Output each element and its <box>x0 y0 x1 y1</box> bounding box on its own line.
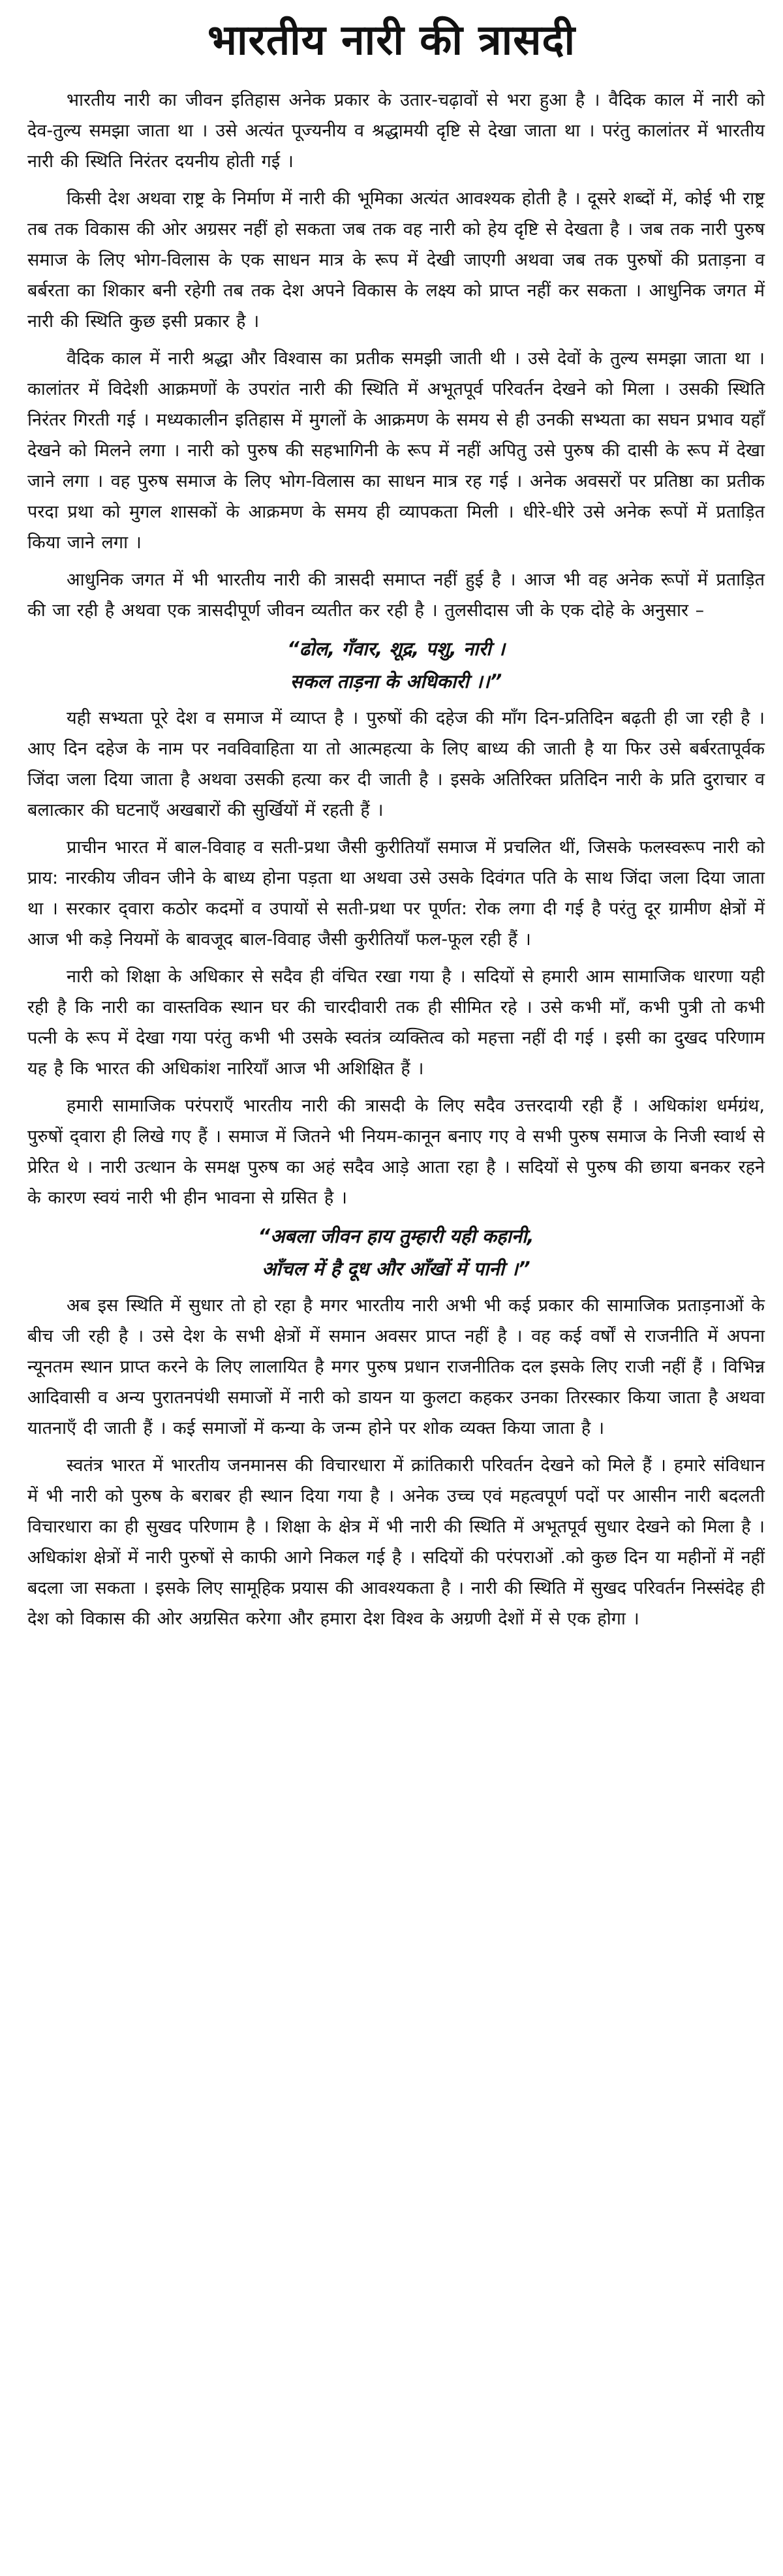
poem-quote <box>27 1220 765 1285</box>
paragraph: वैदिक काल में नारी श्रद्धा और विश्वास का प्रतीक समझी जाती थी । उसे देवों के तुल्य समझा जाता था । कालांतर में विदेशी आक्रमणों के उपरांत नारी की स्थिति में अभूतपूर्व परिवर्तन देखने को मिला । उसकी स्थिति निरंतर गिरती गई । मध्यकालीन इतिहास में मुगलों के आक्रमण के समय से ही उनकी सभ्यता का सघन प्रभाव यहाँ देखने को मिलने लगा । नारी को पुरुष की सहभागिनी के रूप में नहीं अपितु उसे पुरुष की दासी के रूप में देखा जाने लगा । वह पुरुष समाज के लिए भोग-विलास का साधन मात्र रह गई । अनेक अवसरों पर प्रतिष्ठा का प्रतीक परदा प्रथा को मुगल शासकों के आक्रमण के समय ही व्यापकता मिली । धीरे-धीरे उसे अनेक रूपों में प्रताड़ित किया जाने लगा । <box>27 349 765 553</box>
paragraph: नारी को शिक्षा के अधिकार से सदैव ही वंचित रखा गया है । सदियों से हमारी आम सामाजिक धारणा यही रही है कि नारी का वास्तविक स्थान घर की चारदीवारी तक ही सीमित रहे । उसे कभी माँ, कभी पुत्री तो कभी पत्नी के रूप में देखा गया परंतु कभी भी उसके स्वतंत्र व्यक्तित्व को महत्ता नहीं दी गई । इसी का दुखद परिणाम यह है कि भारत की अधिकांश नारियाँ आज भी अशिक्षित हैं । <box>27 967 765 1079</box>
paragraph: आधुनिक जगत में भी भारतीय नारी की त्रासदी समाप्त नहीं हुई है । आज भी वह अनेक रूपों में प्रताड़ित की जा रही है अथवा एक त्रासदीपूर्ण जीवन व्यतीत कर रही है । तुलसीदास जी के एक दोहे के अनुसार – <box>27 570 765 621</box>
essay-title: भारतीय नारी की त्रासदी <box>207 16 576 65</box>
paragraph: स्वतंत्र भारत में भारतीय जनमानस की विचारधारा में क्रांतिकारी परिवर्तन देखने को मिले हैं । हमारे संविधान में भी नारी को पुरुष के बराबर ही स्थान दिया गया है । अनेक उच्च एवं महत्वपूर्ण पदों पर आसीन नारी बदलती विचारधारा का ही सुखद परिणाम है । शिक्षा के क्षेत्र में भी नारी की स्थिति में अभूतपूर्व सुधार देखने को मिला है । अधिकांश क्षेत्रों में नारी पुरुषों से काफी आगे निकल गई है । सदियों की परंपराओं .को कुछ दिन या महीनों में नहीं बदला जा सकता । इसके लिए सामूहिक प्रयास की आवश्यकता है । नारी की स्थिति में सुखद परिवर्तन निस्संदेह ही देश को विकास की ओर अग्रसित करेगा और हमारा देश विश्व के अग्रणी देशों में से एक होगा । <box>27 1455 765 1629</box>
paragraph: प्राचीन भारत में बाल-विवाह व सती-प्रथा जैसी कुरीतियाँ समाज में प्रचलित थीं, जिसके फलस्वरूप नारी को प्राय: नारकीय जीवन जीने के बाध्य होना पड़ता था अथवा उसे उसके दिवंगत पति के साथ जिंदा जला दिया जाता था । सरकार द्‌वारा कठोर कदमों व उपायों से सती-प्रथा पर पूर्णत: रोक लगा दी गई है परंतु दूर ग्रामीण क्षेत्रों में आज भी कड़े नियमों के बावजूद बाल-विवाह जैसी कुरीतियाँ फल-फूल रही हैं । <box>27 837 765 950</box>
couplet-quote <box>27 632 765 698</box>
paragraph: हमारी सामाजिक परंपराएँ भारतीय नारी की त्रासदी के लिए सदैव उत्तरदायी रही हैं । अधिकांश धर्मग्रंथ, पुरुषों द्‌वारा ही लिखे गए हैं । समाज में जितने भी नियम-कानून बनाए गए वे सभी पुरुष समाज के निजी स्वार्थ से प्रेरित थे । नारी उत्थान के समक्ष पुरुष का अहं सदैव आड़े आता रहा है । सदियों से पुरुष की छाया बनकर रहने के कारण स्वयं नारी भी हीन भावना से ग्रसित है । <box>27 1096 765 1208</box>
quote-line: “ढोल, गँवार, शूद्र, पशु, नारी । <box>287 638 505 660</box>
essay-body <box>27 85 765 1641</box>
paragraph: यही सभ्यता पूरे देश व समाज में व्याप्त है । पुरुषों की दहेज की माँग दिन-प्रतिदिन बढ़ती ही जा रही है । आए दिन दहेज के नाम पर नवविवाहिता या तो आत्महत्या के लिए बाध्य की जाती है या फिर उसे बर्बरतापूर्वक जिंदा जला दिया जाता है अथवा उसकी हत्या कर दी जाती है । इसके अतिरिक्त प्रतिदिन नारी के प्रति दुराचार व बलात्कार की घटनाएँ अखबारों की सुर्खियों में रहती हैं । <box>27 708 765 820</box>
paragraph: अब इस स्थिति में सुधार तो हो रहा है मगर भारतीय नारी अभी भी कई प्रकार की सामाजिक प्रताड़नाओं के बीच जी रही है । उसे देश के सभी क्षेत्रों में समान अवसर प्राप्त नहीं है । वह कई वर्षों से राजनीति में अपना न्यूनतम स्थान प्राप्त करने के लिए लालायित है मगर पुरुष प्रधान राजनीतिक दल इसके लिए राजी नहीं हैं । विभिन्न आदिवासी व अन्य पुरातनपंथी समाजों में नारी को डायन या कुलटा कहकर उनका तिरस्कार किया जाता है अथवा यातनाएँ दी जाती हैं । कई समाजों में कन्या के जन्म होने पर शोक व्यक्त किया जाता है । <box>27 1296 765 1438</box>
quote-line: सकल ताड़ना के अधिकारी ।।” <box>290 670 502 692</box>
paragraph: किसी देश अथवा राष्ट्र के निर्माण में नारी की भूमिका अत्यंत आवश्यक होती है । दूसरे शब्दों में, कोई भी राष्ट्र तब तक विकास की ओर अग्रसर नहीं हो सकता जब तक वह नारी को हेय दृष्टि से देखता है । जब तक नारी पुरुष समाज के लिए भोग-विलास के एक साधन मात्र के रूप में देखी जाएगी अथवा जब तक पुरुषों की प्रताड़ना व बर्बरता का शिकार बनी रहेगी तब तक देश अपने विकास के लक्ष्य को प्राप्त नहीं कर सकता । आधुनिक जगत में नारी की स्थिति कुछ इसी प्रकार है । <box>27 189 765 332</box>
quote-line: “अबला जीवन हाय तुम्हारी यही कहानी, <box>258 1225 534 1247</box>
paragraph: भारतीय नारी का जीवन इतिहास अनेक प्रकार के उतार-चढ़ावों से भरा हुआ है । वैदिक काल में नारी को देव-तुल्य समझा जाता था । उसे अत्यंत पूज्यनीय व श्रद्धामयी दृष्टि से देखा जाता था । परंतु कालांतर में भारतीय नारी की स्थिति निरंतर दयनीय होती गई । <box>27 90 765 172</box>
quote-line: आँचल में है दूध और आँखों में पानी ।” <box>262 1258 530 1280</box>
